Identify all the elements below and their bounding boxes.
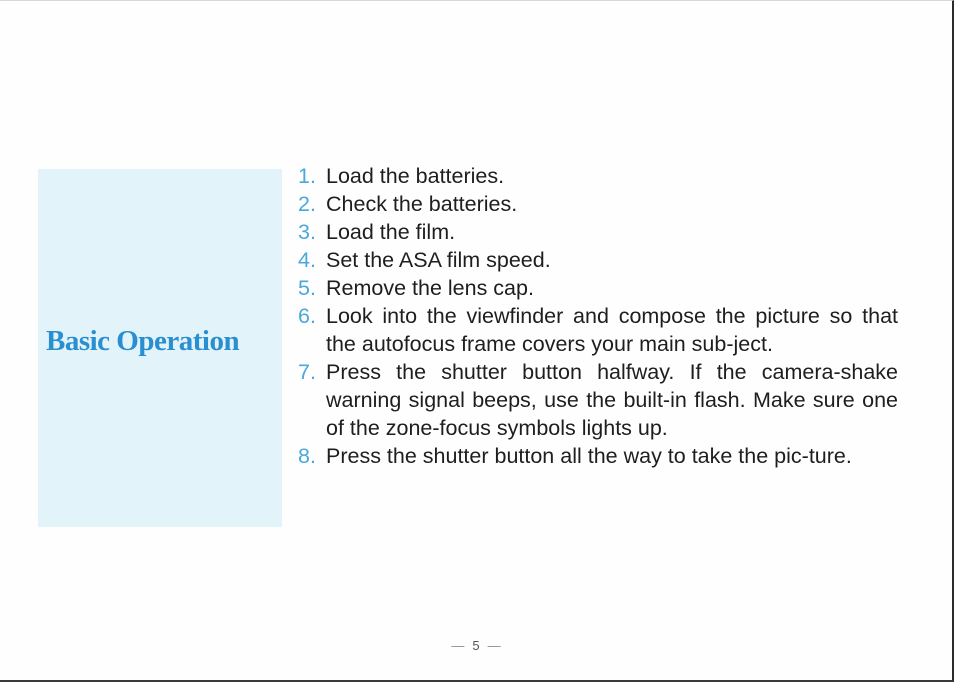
- step-text: Set the ASA film speed.: [326, 248, 551, 272]
- step-item: [298, 162, 898, 190]
- step-item: [298, 274, 898, 302]
- step-number: 4.: [298, 248, 316, 272]
- step-item: [298, 246, 898, 274]
- step-item: [298, 302, 898, 358]
- page-number: 5: [472, 638, 482, 653]
- footer-dash-right: —: [487, 638, 503, 653]
- step-text: Check the batteries.: [326, 192, 518, 216]
- step-list: [298, 162, 898, 470]
- footer-dash-left: —: [451, 638, 467, 653]
- step-item: [298, 442, 898, 470]
- step-text: Load the batteries.: [326, 164, 505, 188]
- step-text: Press the shutter button all the way to take the pic-ture.: [326, 444, 852, 468]
- step-number: 5.: [298, 276, 316, 300]
- page-footer: [0, 638, 954, 653]
- section-title: Basic Operation: [46, 325, 240, 357]
- step-text: Look into the viewfinder and compose the picture so that the autofocus frame covers your main sub-ject.: [326, 304, 898, 356]
- step-number: 7.: [298, 360, 316, 384]
- step-number: 3.: [298, 220, 316, 244]
- step-item: [298, 358, 898, 442]
- step-number: 1.: [298, 164, 316, 188]
- step-number: 2.: [298, 192, 316, 216]
- step-number: 8.: [298, 444, 316, 468]
- step-number: 6.: [298, 304, 316, 328]
- step-item: [298, 218, 898, 246]
- step-text: Remove the lens cap.: [326, 276, 534, 300]
- step-text: Press the shutter button halfway. If the camera-shake warning signal beeps, use the built-in flash. Make sure one of the zone-focus symbols lights up.: [326, 360, 898, 440]
- step-text: Load the film.: [326, 220, 456, 244]
- step-item: [298, 190, 898, 218]
